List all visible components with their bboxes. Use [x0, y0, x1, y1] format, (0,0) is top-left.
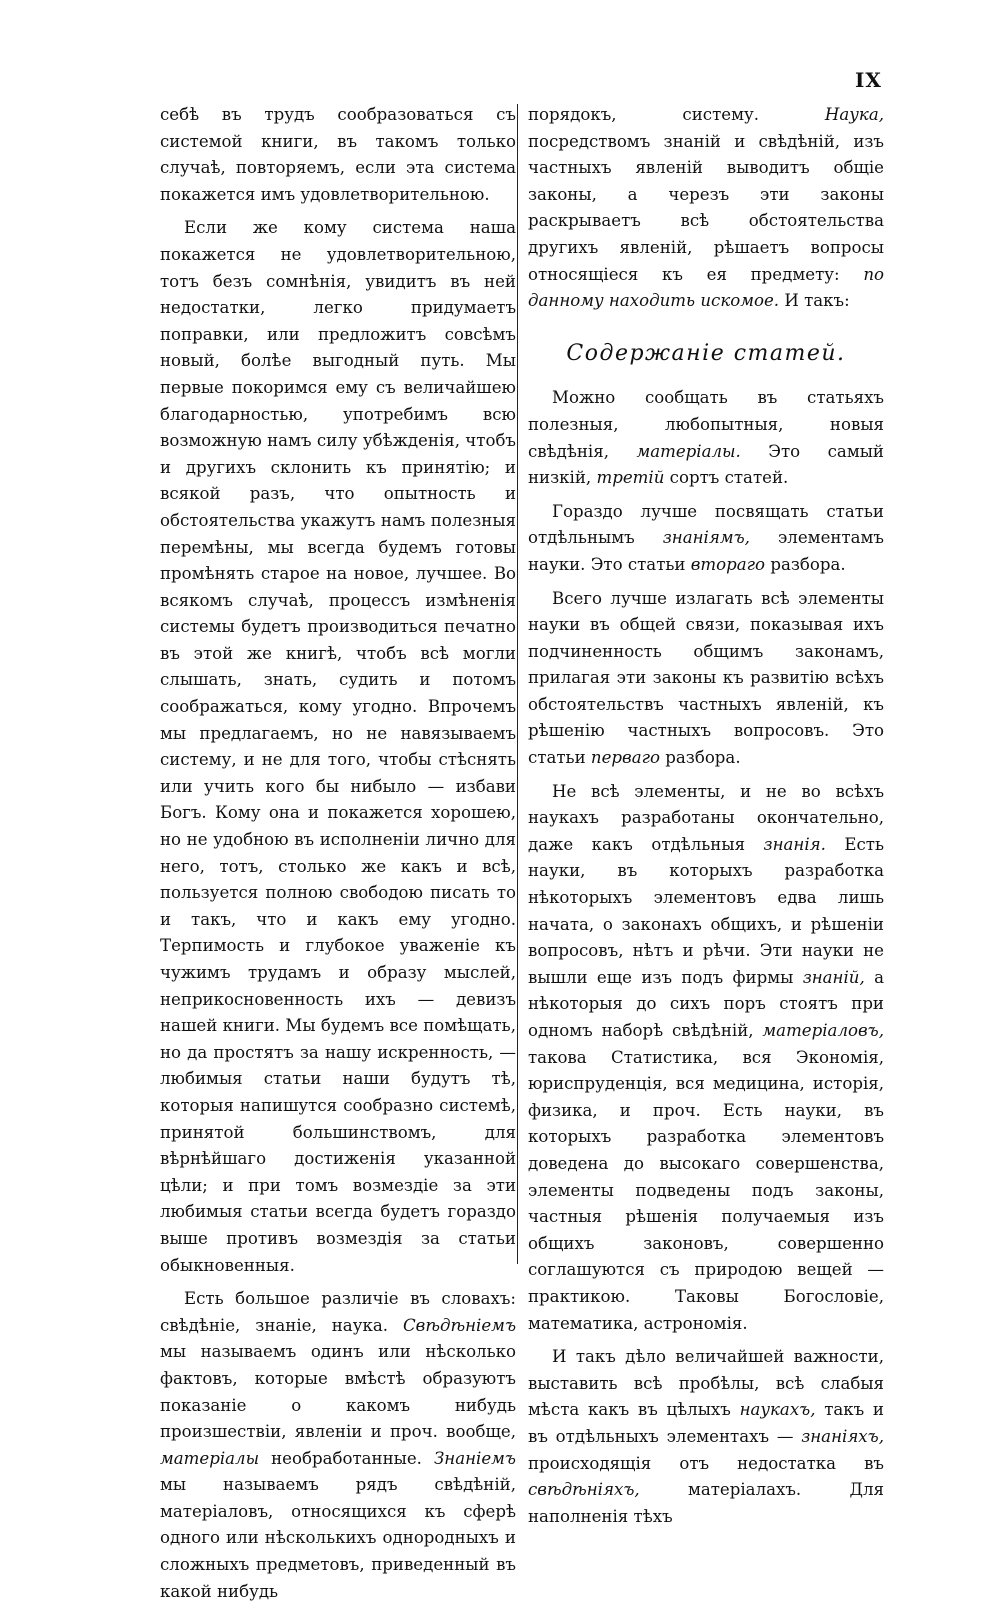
italic-term: Свѣдѣніемъ: [402, 1315, 516, 1335]
left-paragraph-2: Если же кому система наша покажется не удовлетворительною, тотъ безъ сомнѣнія, увидитъ въ ней недостатки, легко придумаетъ поправки, или предложитъ совсѣмъ новый, болѣе выгодный путь. Мы первые покоримся ему съ величайшею благодарностью, употребимъ всю возможную намъ силу убѣжденія, чтобъ и другихъ склонить къ принятію; и всякой разъ, что опытность и обстоятельства укажутъ намъ полезныя перемѣны, мы всегда будемъ готовы промѣнять старое на новое, лучшее. Во всякомъ случаѣ, процессъ измѣненія системы будетъ производиться печатно въ этой же книгѣ, чтобъ всѣ могли слышать, знать, судить и потомъ соображаться, кому угодно. Впрочемъ мы предлагаемъ, но не навязываемъ систему, и не для того, чтобы стѣснять или учить кого бы нибыло — избави Богъ. Кому она и покажется хорошею, но не удобною въ исполненіи лично для него, тотъ, столько же какъ и всѣ, пользуется полною свободою писать то и такъ, что и какъ ему угодно. Терпимость и глубокое уваженіе къ чужимъ трудамъ и образу мыслей, неприкосновенность ихъ — девизъ нашей книги. Мы будемъ все помѣщать, но да простятъ за нашу искренность, — любимыя статьи наши будутъ тѣ, которыя напишутся сообразно системѣ, принятой большинствомъ, для вѣрнѣйшаго достиженія указанной цѣли; и при томъ возмездіе за эти любимыя статьи всегда будетъ гораздо выше противъ возмездія за статьи обыкновенныя.: [160, 218, 516, 1275]
text-run: Всего лучше излагать всѣ элементы науки въ общей связи, показывая ихъ подчиненность общимъ законамъ, прилагая эти законы къ развитію всѣхъ обстоятельствъ частныхъ явленій, къ рѣшенію частныхъ вопросовъ. Это статьи: [528, 588, 884, 768]
text-run: необработанные.: [259, 1448, 434, 1468]
italic-term: знаніяхъ,: [801, 1426, 884, 1446]
text-run: происходящія отъ недостатка въ: [528, 1453, 884, 1473]
text-run: И такъ:: [779, 291, 850, 311]
text-run: Можно сообщать въ статьяхъ полезныя, любопытныя, новыя свѣдѣнія,: [528, 388, 884, 461]
text-run: матеріалахъ. Для наполненія тѣхъ: [528, 1480, 884, 1526]
italic-term: знаніямъ,: [662, 528, 750, 548]
italic-term: Наука,: [824, 105, 884, 124]
text-run: мы называемъ одинъ или нѣсколько фактовъ, которые вмѣстѣ образуютъ показаніе о какомъ нибудь произшествіи, явленіи и проч. вообще,: [160, 1342, 516, 1442]
text-run: такова Статистика, вся Экономія, юриспруденція, вся медицина, исторія, физика, и проч. Есть науки, въ которыхъ разработка элементовъ доведена до высокаго совершенства, элементы подведены подъ законы, частныя рѣшенія получаемыя изъ общихъ законовъ, совершенно соглашуются съ природою вещей — практикою. Таковы Богословіе, математика, астрономія.: [528, 1047, 884, 1333]
text-run: Это самый низкій,: [528, 441, 884, 488]
right-paragraph-2: [528, 385, 884, 491]
italic-term: втораго: [690, 554, 766, 574]
text-run: порядокъ, систему.: [528, 105, 825, 124]
text-run: Не всѣ элементы, и не во всѣхъ наукахъ разработаны окончательно, даже какъ отдѣльныя: [528, 781, 884, 854]
text-run: элементамъ науки. Это статьи: [528, 528, 884, 574]
left-paragraph-1: себѣ въ трудъ сообразоваться съ системой книги, въ такомъ только случаѣ, повторяемъ, если эта система покажется имъ удовлетворительною.: [160, 105, 516, 204]
italic-term: свѣдѣніяхъ,: [528, 1480, 640, 1500]
italic-term: матеріалы.: [636, 441, 741, 461]
italic-term: Знаніемъ: [433, 1448, 516, 1468]
italic-term: по данному находить искомое.: [528, 264, 884, 311]
column-divider: [517, 104, 518, 1264]
text-run: Есть науки, въ которыхъ разработка нѣкоторыхъ элементовъ едва лишь начата, о законахъ общихъ, и рѣшеніи вопросовъ, нѣтъ и рѣчи. Эти науки не вышли еще изъ подъ фирмы: [528, 834, 884, 987]
text-run: такъ и въ отдѣльныхъ элементахъ —: [528, 1400, 884, 1446]
italic-term: матеріаловъ,: [762, 1021, 884, 1040]
right-paragraph-6: [528, 1344, 884, 1530]
italic-term: третій: [596, 468, 665, 488]
text-run: Гораздо лучше посвящать статьи отдѣльнымъ: [528, 501, 884, 548]
text-run: сортъ статей.: [664, 468, 789, 488]
section-title: Содержаніе статей.: [566, 340, 846, 366]
text-run: И такъ дѣло величайшей важности, выставить всѣ пробѣлы, всѣ слабыя мѣста какъ въ цѣлыхъ: [528, 1347, 884, 1420]
text-run: а нѣкоторыя до сихъ поръ стоятъ при одномъ наборѣ свѣдѣній,: [528, 967, 885, 1040]
italic-term: матеріалы: [160, 1448, 260, 1468]
italic-term: наукахъ,: [739, 1400, 816, 1420]
italic-term: перваго: [590, 748, 660, 768]
page-number: IX: [855, 68, 882, 92]
italic-term: знанія.: [763, 834, 826, 854]
text-run: мы называемъ рядъ свѣдѣній, матеріаловъ, относящихся къ сферѣ одного или нѣсколькихъ однородныхъ и сложныхъ предметовъ, приведенный въ какой нибудь: [160, 1475, 516, 1601]
text-run: разбора.: [765, 554, 846, 574]
right-paragraph-4: [528, 586, 884, 772]
text-run: посредствомъ знаній и свѣдѣній, изъ частныхъ явленій выводитъ общіе законы, а черезъ эти законы раскрываетъ всѣ обстоятельства другихъ явленій, рѣшаетъ вопросы относящіеся къ ея предмету:: [528, 131, 884, 284]
text-run: Есть большое различіе въ словахъ: свѣдѣніе, знаніе, наука.: [160, 1289, 516, 1335]
right-paragraph-3: [528, 499, 884, 579]
text-run: разбора.: [659, 748, 741, 768]
right-column: [528, 102, 884, 1537]
italic-term: знаній,: [802, 967, 865, 987]
right-paragraph-1: [528, 102, 884, 315]
right-paragraph-5: [528, 779, 884, 1337]
left-column: [160, 102, 516, 1612]
